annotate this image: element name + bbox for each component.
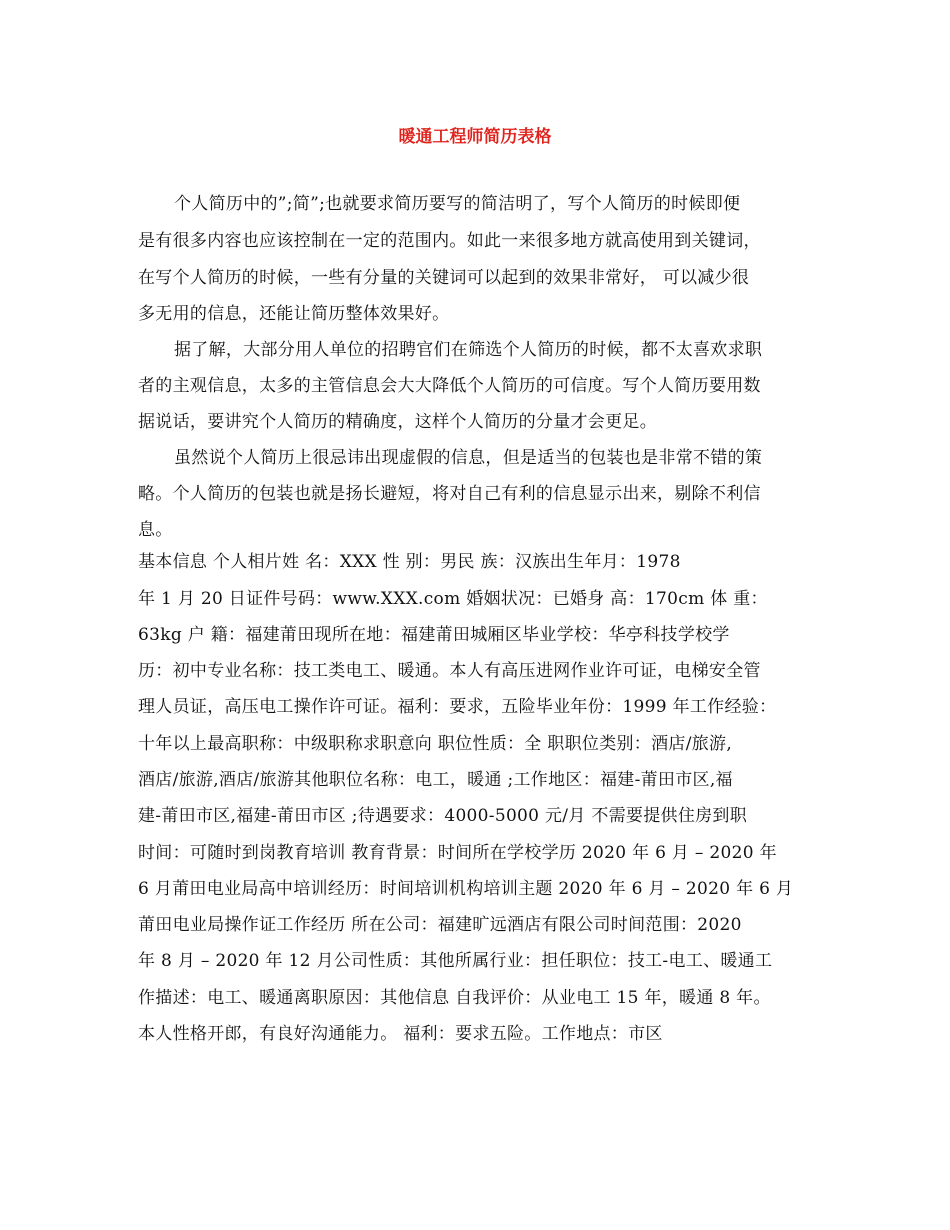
resume-line: 63kg 户 籍：福建莆田现所在地：福建莆田城厢区毕业学校：华亭科技学校学: [138, 625, 730, 645]
intro-line: 略。个人简历的包装也就是扬长避短，将对自己有利的信息显示出来，剔除不利信: [138, 484, 761, 504]
intro-line: 据了解，大部分用人单位的招聘官们在筛选个人简历的时候，都不太喜欢求职: [174, 340, 763, 360]
intro-line: 者的主观信息，太多的主管信息会大大降低个人简历的可信度。写个人简历要用数: [138, 376, 761, 396]
resume-line: 基本信息 个人相片姓 名：XXX 性 别：男民 族：汉族出生年月：1978: [138, 552, 681, 572]
resume-line: 建-莆田市区,福建-莆田市区 ;待遇要求：4000-5000 元/月 不需要提供住房到职: [138, 806, 748, 826]
resume-line: 莆田电业局操作证工作经历 所在公司：福建旷远酒店有限公司时间范围：2020: [138, 915, 742, 935]
resume-line: 历：初中专业名称：技工类电工、暖通。本人有高压进网作业许可证，电梯安全管: [138, 661, 761, 681]
intro-line: 息。: [138, 520, 173, 540]
resume-line: 时间：可随时到岗教育培训 教育背景：时间所在学校学历 2020 年 6 月 – 2020 年: [138, 843, 777, 863]
resume-line: 6 月莆田电业局高中培训经历：时间培训机构培训主题 2020 年 6 月 – 2020 年 6 月: [138, 879, 794, 899]
intro-line: 是有很多内容也应该控制在一定的范围内。如此一来很多地方就高使用到关键词，: [138, 231, 761, 251]
intro-line: 在写个人简历的时候，一些有分量的关键词可以起到的效果非常好， 可以减少很: [138, 268, 750, 288]
resume-line: 理人员证，高压电工操作许可证。福利：要求，五险毕业年份：1999 年工作经验：: [138, 697, 777, 717]
resume-line: 本人性格开郎，有良好沟通能力。 福利：要求五险。工作地点：市区: [138, 1024, 663, 1044]
intro-line: 据说话，要讲究个人简历的精确度，这样个人简历的分量才会更足。: [138, 412, 657, 432]
intro-line: 多无用的信息，还能让简历整体效果好。: [138, 304, 450, 324]
resume-line: 酒店/旅游,酒店/旅游其他职位名称：电工，暖通 ;工作地区：福建-莆田市区,福: [138, 770, 733, 790]
resume-line: 年 8 月 – 2020 年 12 月公司性质：其他所属行业：担任职位：技工-电工、暖通工: [138, 951, 773, 971]
intro-line: 虽然说个人简历上很忌讳出现虚假的信息，但是适当的包装也是非常不错的策: [174, 448, 763, 468]
intro-line: 个人简历中的”;简”;也就要求简历要写的简洁明了，写个人简历的时候即便: [174, 194, 741, 214]
resume-line: 作描述：电工、暖通离职原因：其他信息 自我评价：从业电工 15 年，暖通 8 年。: [138, 988, 771, 1008]
document-title: 暖通工程师简历表格: [398, 127, 552, 147]
resume-line: 年 1 月 20 日证件号码：www.XXX.com 婚姻状况：已婚身 高：170cm 体 重：: [138, 589, 768, 609]
resume-line: 十年以上最高职称：中级职称求职意向 职位性质：全 职职位类别：酒店/旅游,: [138, 734, 733, 754]
